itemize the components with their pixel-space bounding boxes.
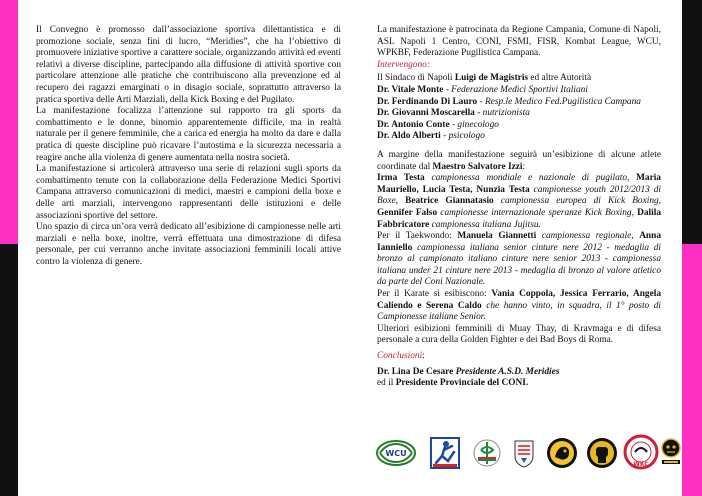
speaker-line: Dr. Ferdinando Di Lauro - Resp.le Medico Fed.Pugilistica Campana [377, 96, 641, 107]
speakers-heading: Intervengono: [377, 59, 430, 70]
magenta-band-left [0, 0, 18, 244]
karate-paragraph: Per il Karate si esibiscono: Vania Coppola, Jessica Ferrario, Angela Caliendo e Serena Caldo che hanno vinto, in squadra, il 1° posto di Campionesse italiane Senior. [377, 289, 662, 323]
mayor-line: Il Sindaco di Napoli Luigi de Magistris ed altre Autorità [377, 73, 592, 84]
others-paragraph: Ulteriori esibizioni femminili di Muay Thay, di Kravmaga e di difesa personale a cura della Golden Fighter e dei Bad Boys di Roma. [377, 323, 661, 346]
conclusions-heading: Conclusioni: [377, 351, 425, 362]
focus-paragraph: La manifestazione focalizza l’attenzione sul rapporto tra gli sports da combattimento e le donne, binomio apparentemente difficile, ma in realtà naturale per il genere femminile, che a carica ed energia ha molto da dare e dalla pratica di queste discipline può ricavare l’autostima e la sicurezza necessaria a reagire anche alla violenza di genere aumentata nella nostra società. [36, 106, 341, 163]
fmsi-logo [470, 433, 504, 473]
exhibit-intro: A margine della manifestazione seguirà un’esibizione di alcune atlete coordinate dal Maestro Salvatore Izzi: [377, 149, 661, 172]
right-column [377, 25, 661, 390]
boxing-club-logo [622, 433, 660, 473]
black-band-right [682, 0, 702, 244]
lion-logo [544, 433, 580, 473]
conclusion-line: ed il Presidente Provinciale del CONI. [377, 378, 529, 389]
black-band-left [0, 244, 18, 496]
taekwondo-paragraph: Per il Taekwondo: Manuela Giannetti campionessa regionale, Anna Ianniello campionessa italiana senior cinture nere 2012 - medaglia di bronzo al campionato italiano cinture nere senior 2013 - campionessa italiana under 21 cinture nere 2013 - medaglia di bronzo al valore atletico da parte del Coni Nazionale. [377, 231, 662, 288]
speaker-line: Dr. Antonio Conte - ginecologo [377, 119, 499, 130]
fist-logo [584, 433, 620, 473]
kick-athlete-logo [428, 433, 462, 473]
region-logo [510, 433, 538, 473]
spacer [377, 143, 661, 150]
mayor-name: Luigi de Magistris [454, 73, 529, 84]
speaker-line: Dr. Aldo Alberti - psicologo [377, 131, 485, 142]
golden-fighter-logo [660, 436, 682, 470]
svg-text:WCU: WCU [385, 449, 407, 458]
speaker-line: Dr. Giovanni Moscarella - nutrizionista [377, 108, 530, 119]
magenta-band-right [682, 244, 702, 496]
left-column [36, 25, 341, 268]
patronage-paragraph: La manifestazione è patrocinata da Regione Campania, Comune di Napoli, ASL Napoli 1 Centro, CONI, FSMI, FISR, Kombat League, WCU, WPKBF, Federazione Pugilistica Campana. [377, 25, 661, 59]
boxing-paragraph: Irma Testa campionessa mondiale e nazionale di pugilato, Maria Mauriello, Lucia Testa, Nunzia Testa campionesse youth 2012/2013 di Boxe, Beatrice Giannatasio campionessa europea di Kick Boxing, Gennifer Falso campionesse internazionale speranze Kick Boxing, Dalila Fabbricatore campionessa italiana Jujitsu. [377, 173, 662, 230]
speaker-line: Dr. Vitale Monte - Federazione Medici Sportivi Italiani [377, 84, 588, 95]
sponsor-logos [376, 433, 662, 473]
exhibition-paragraph: Uno spazio di circa un’ora verrà dedicato all’esibizione di campionesse nelle arti marziali e nella boxe, inoltre, verrà effettuata una dimostrazione di difesa personale, per cui verranno anche invitate associazioni femminili locali attive contro la violenza di genere. [36, 222, 341, 267]
program-paragraph: La manifestazione si articolerà attraverso una serie di relazioni sugli sports da combattimento tenute con la collaborazione della Federazione Medici Sportivi Campana attraverso comunicazioni di medici, maestri e campioni della boxe e delle arti marziali, intervengono rappresentanti delle istituzioni e delle associazioni sportive del settore. [36, 164, 341, 221]
wcu-logo [376, 433, 416, 473]
svg-text:WKC: WKC [633, 461, 649, 468]
conclusion-line: Dr. Lina De Cesare Presidente A.S.D. Meridies [377, 366, 560, 377]
intro-paragraph: Il Convegno è promosso dall’associazione sportiva dilettantistica e di promozione sociale, senza fini di lucro, “Meridies”, che ha l’obiettivo di promuovere iniziative sportive a carattere sociale, organizzando attività ed eventi relativi a diverse discipline, partecipando alla diffusione di attività sportive con particolare attenzione alle pratiche che contribuiscono alla prevenzione ed al recupero dei ragazzi emarginati o in disagio sociale, soprattutto attraverso la pratica sportiva delle Arti Marziali, della Kick Boxing e del Pugilato. [36, 25, 341, 105]
